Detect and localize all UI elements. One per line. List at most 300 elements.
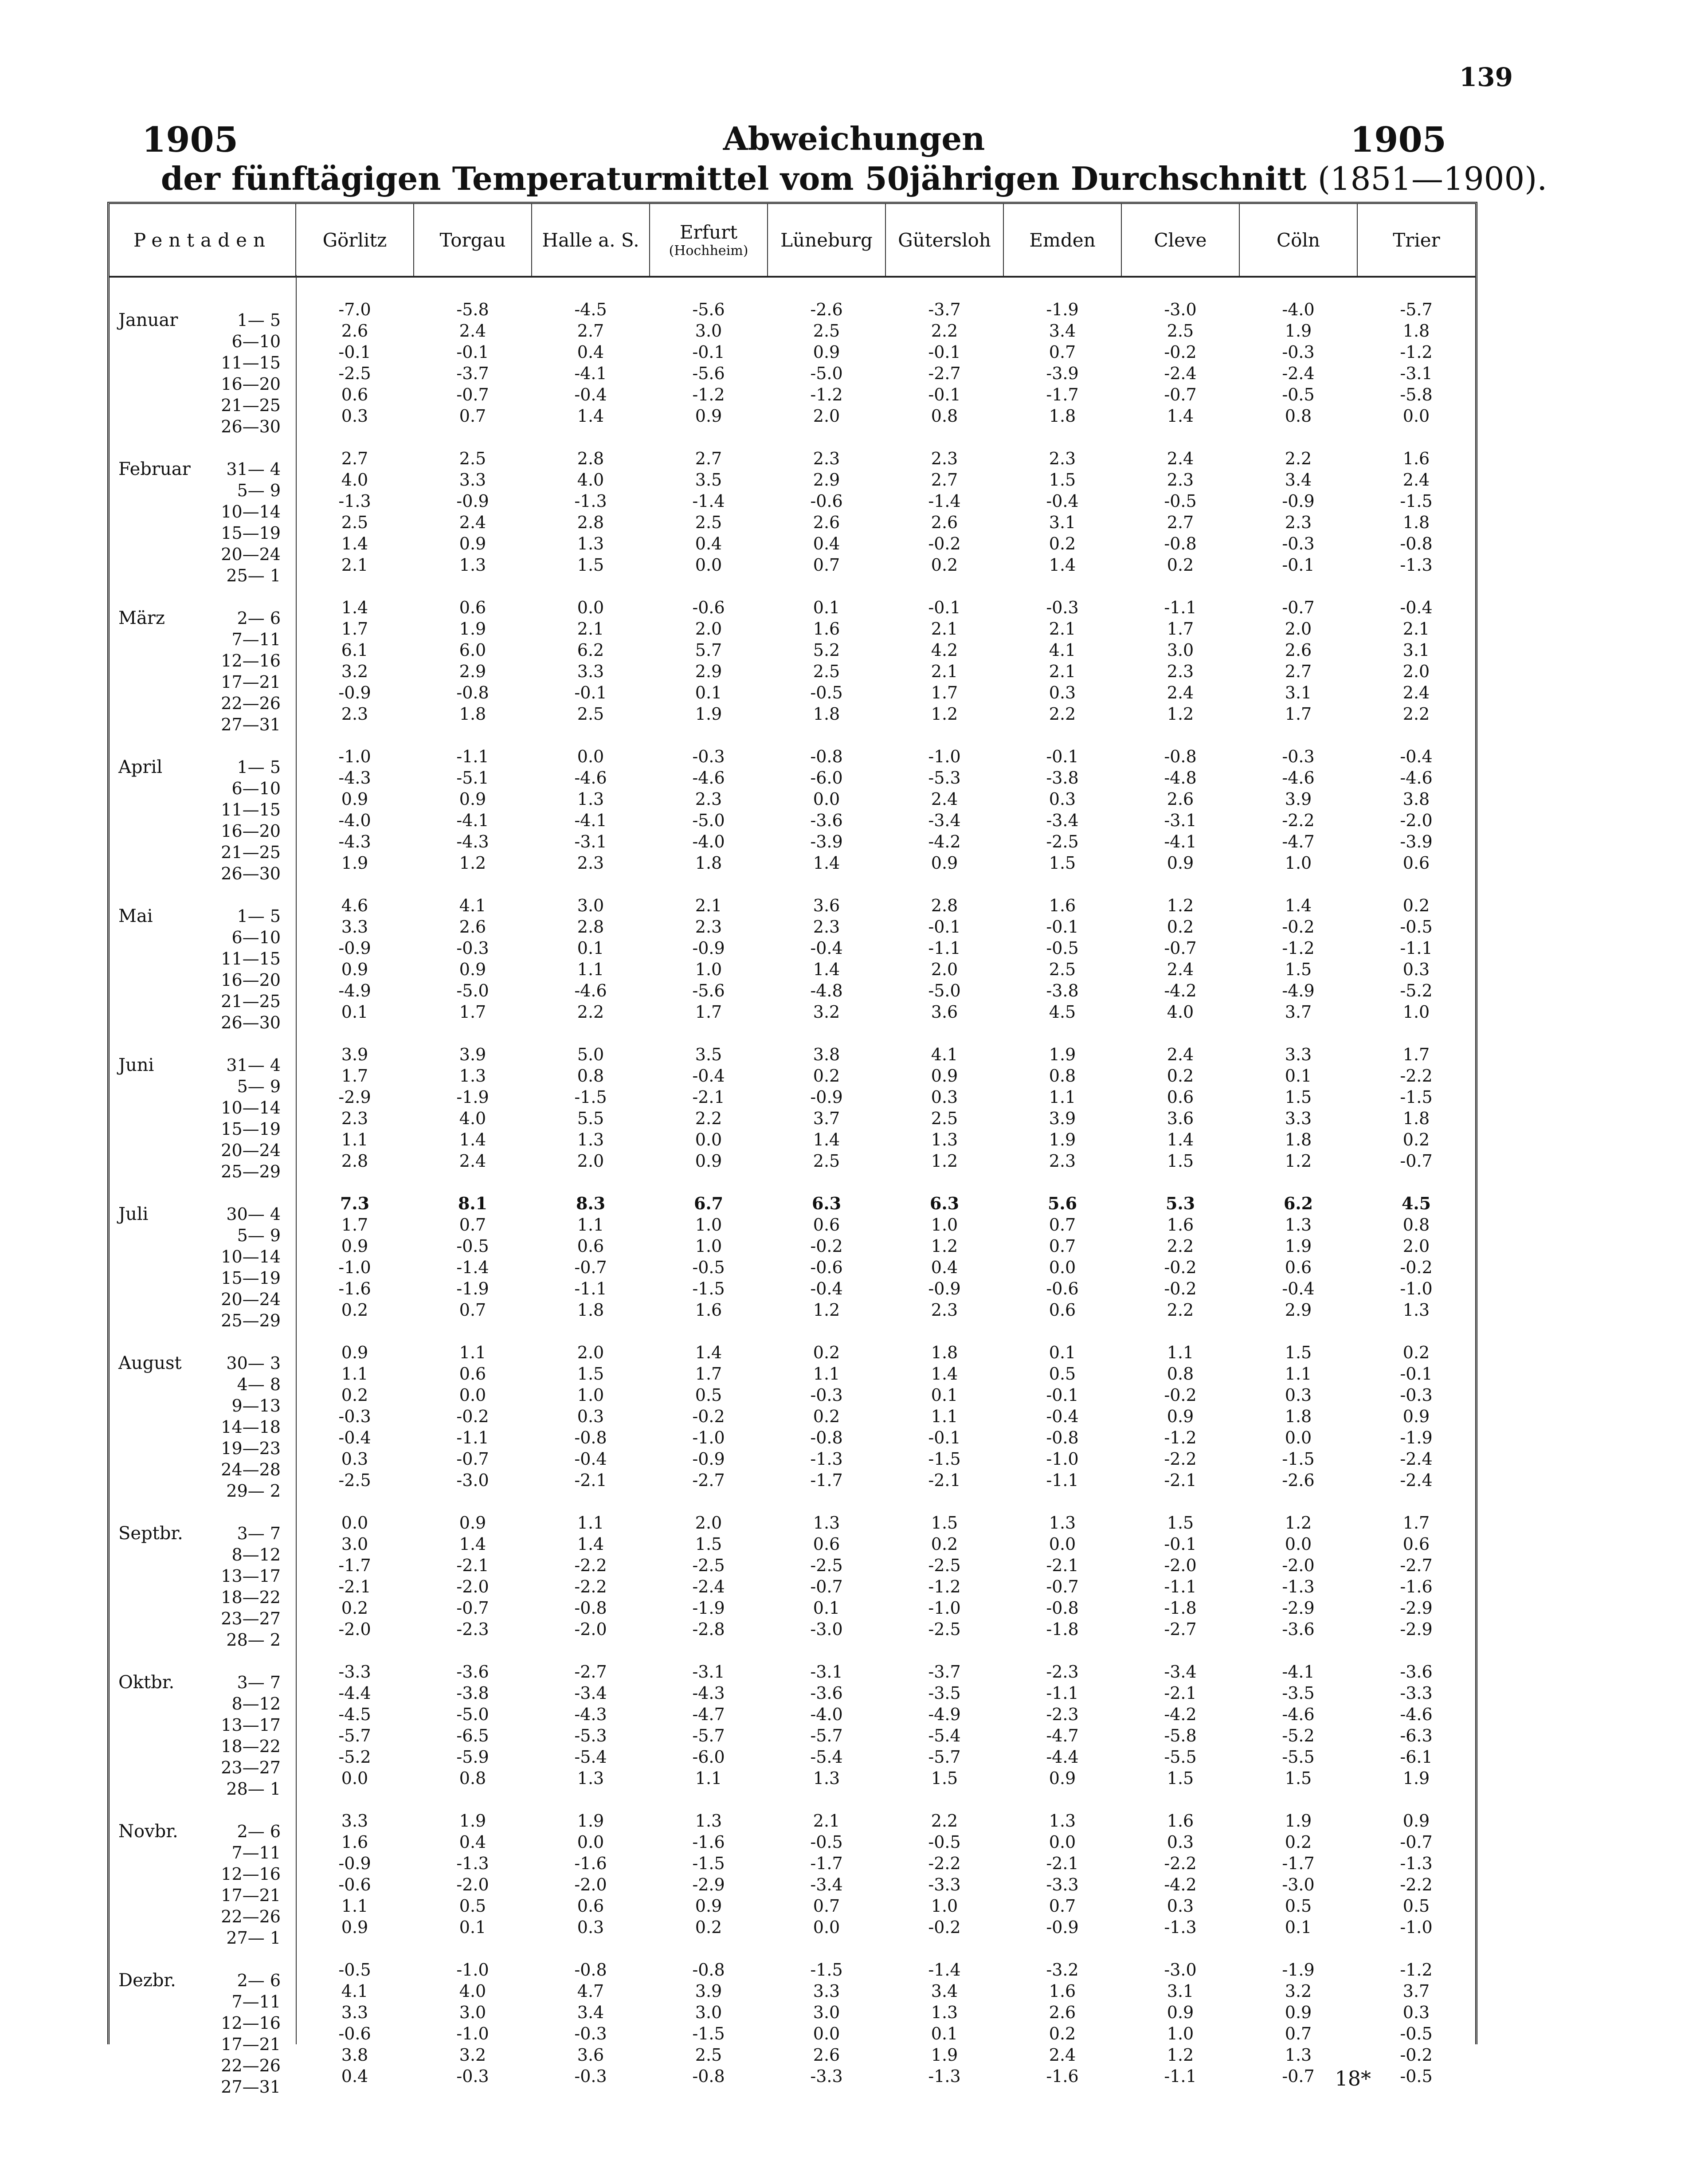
value-cell: 2.1 [1049, 662, 1076, 681]
pentade-cell [110, 639, 296, 670]
table-row [110, 1874, 1475, 1895]
pentade-range: 11—15 [221, 949, 281, 968]
value-cell: 2.5 [813, 1151, 840, 1171]
table-row [110, 1214, 1475, 1235]
pentade-range: 19—23 [221, 1439, 281, 1458]
month-spacer [110, 1789, 1475, 1810]
value-cell: 3.3 [341, 2003, 368, 2022]
pentade-cell [110, 1150, 296, 1181]
value-cell: 4.0 [459, 1981, 486, 2001]
value-cell: -0.4 [1282, 1279, 1315, 1298]
value-cell: -0.2 [1164, 1385, 1197, 1405]
table-row [110, 1278, 1475, 1299]
value-cell: 1.2 [459, 853, 486, 873]
value-cell: 0.8 [577, 1066, 604, 1086]
value-cell: -0.5 [456, 1236, 489, 1256]
value-cell: -1.3 [810, 1449, 843, 1469]
value-cell: -1.0 [338, 747, 371, 766]
value-cell: -4.3 [692, 1683, 725, 1703]
value-cell: 1.8 [577, 1300, 604, 1320]
value-cell: 2.1 [577, 619, 604, 639]
value-cell: 1.4 [813, 1130, 840, 1149]
value-cell: 0.4 [341, 2066, 368, 2086]
pentade-range: 18—22 [221, 1737, 281, 1756]
value-cell: 1.5 [1285, 1343, 1312, 1362]
value-cell: 0.2 [1049, 2024, 1076, 2043]
value-cell: -0.9 [1282, 491, 1315, 511]
value-cell: 2.5 [459, 449, 486, 468]
value-cell: -5.5 [1282, 1747, 1315, 1767]
value-cell: 0.7 [1049, 1236, 1076, 1256]
value-cell: -2.7 [928, 364, 961, 383]
value-cell: -1.1 [456, 1428, 489, 1447]
spacer-cell [110, 1023, 1475, 1044]
value-cell: -1.6 [1400, 1577, 1433, 1596]
value-cell: -0.2 [1164, 1258, 1197, 1277]
value-cell: -3.9 [1046, 364, 1079, 383]
value-cell: 1.7 [1167, 619, 1194, 639]
value-cell: -5.2 [1282, 1726, 1315, 1745]
value-cell: -5.5 [1164, 1747, 1197, 1767]
value-cell: -2.9 [1282, 1598, 1315, 1618]
value-cell: -3.4 [1046, 811, 1079, 830]
value-cell: -1.3 [456, 1854, 489, 1873]
table-row [110, 1470, 1475, 1491]
pentade-range: 25—29 [221, 1162, 281, 1181]
value-cell: -1.4 [692, 491, 725, 511]
col-header-station: Torgau [414, 204, 532, 277]
value-cell: -4.4 [338, 1683, 371, 1703]
value-cell: 1.2 [931, 1151, 958, 1171]
table-row [110, 1661, 1475, 1682]
value-cell: 0.0 [1402, 406, 1430, 426]
table-row [110, 320, 1475, 341]
value-cell: 1.7 [1402, 1513, 1430, 1533]
value-cell: -1.0 [1046, 1449, 1079, 1469]
value-cell: 2.2 [1049, 704, 1076, 724]
table-body [110, 277, 1475, 2097]
pentade-range: 22—26 [221, 1907, 281, 1926]
value-cell: 2.6 [1285, 640, 1312, 660]
value-cell: 0.8 [1049, 1066, 1076, 1086]
value-cell: 3.0 [459, 2003, 486, 2022]
value-cell: 0.1 [931, 1385, 958, 1405]
value-cell: -2.1 [1164, 1683, 1197, 1703]
month-spacer [110, 1321, 1475, 1342]
value-cell: 2.3 [813, 449, 840, 468]
month-label: Februar [118, 459, 191, 479]
value-cell: -3.4 [1164, 1662, 1197, 1682]
value-cell: 0.3 [931, 1087, 958, 1107]
value-cell: 0.9 [1402, 1407, 1430, 1426]
value-cell: 0.0 [1049, 1258, 1076, 1277]
value-cell: 4.0 [1167, 1002, 1194, 1022]
value-cell: -4.6 [1282, 1705, 1315, 1724]
value-cell: -0.9 [692, 938, 725, 958]
value-cell: 0.0 [1049, 1832, 1076, 1852]
pentade-cell [110, 1959, 296, 1991]
value-cell: 0.4 [459, 1832, 486, 1852]
pentade-cell [110, 1363, 296, 1394]
pentade-range: 13—17 [221, 1566, 281, 1586]
value-cell: 0.8 [931, 406, 958, 426]
value-cell: 3.1 [1402, 640, 1430, 660]
value-cell: 1.8 [1402, 1109, 1430, 1128]
value-cell: -6.1 [1400, 1747, 1433, 1767]
value-cell: -1.6 [574, 1854, 607, 1873]
value-cell: 2.2 [931, 321, 958, 341]
table-row [110, 1448, 1475, 1470]
value-cell: -4.1 [1164, 832, 1197, 851]
pentade-cell [110, 1917, 296, 1948]
value-cell: 1.8 [1402, 321, 1430, 341]
table-row [110, 405, 1475, 427]
pentade-range: 12—16 [221, 1864, 281, 1884]
value-cell: 1.4 [341, 534, 368, 553]
value-cell: 1.1 [341, 1130, 368, 1149]
pentade-range: 22—26 [221, 694, 281, 713]
value-cell: 2.9 [459, 662, 486, 681]
pentade-cell [110, 1682, 296, 1713]
pentade-cell [110, 1299, 296, 1330]
value-cell: -4.2 [928, 832, 961, 851]
value-cell: 0.3 [577, 1407, 604, 1426]
pentade-cell [110, 597, 296, 628]
value-cell: -4.9 [338, 981, 371, 1000]
value-cell: 0.2 [1049, 534, 1076, 553]
value-cell: -6.0 [810, 768, 843, 788]
value-cell: 0.2 [1167, 917, 1194, 937]
value-cell: 1.5 [695, 1534, 722, 1554]
year-left: 1905 [142, 120, 239, 160]
value-cell: 2.6 [813, 513, 840, 532]
value-cell: 1.5 [577, 555, 604, 575]
value-cell: 3.6 [577, 2045, 604, 2065]
value-cell: -4.5 [574, 300, 607, 319]
value-cell: 0.3 [1402, 960, 1430, 979]
value-cell: 1.4 [813, 960, 840, 979]
value-cell: 1.3 [577, 789, 604, 809]
value-cell: -1.4 [928, 491, 961, 511]
value-cell: -6.3 [1400, 1726, 1433, 1745]
value-cell: 2.8 [341, 1151, 368, 1171]
value-cell: -0.5 [1400, 917, 1433, 937]
value-cell: -0.1 [928, 1428, 961, 1447]
pentade-range: 25—29 [221, 1311, 281, 1330]
table-row [110, 2002, 1475, 2023]
table-row [110, 512, 1475, 533]
value-cell: 1.3 [577, 1768, 604, 1788]
value-cell: -0.3 [1046, 598, 1079, 617]
value-cell: 3.9 [1285, 789, 1312, 809]
value-cell: 2.5 [1049, 960, 1076, 979]
pentade-cell [110, 1406, 296, 1437]
value-cell: 0.8 [1402, 1215, 1430, 1235]
value-cell: -0.2 [456, 1407, 489, 1426]
value-cell: -0.2 [692, 1407, 725, 1426]
col-header-station: Trier [1357, 204, 1475, 277]
value-cell: 1.3 [459, 1066, 486, 1086]
value-cell: -0.5 [1400, 2024, 1433, 2043]
pentade-range: 20—24 [221, 1290, 281, 1309]
value-cell: -3.7 [456, 364, 489, 383]
value-cell: -3.7 [928, 1662, 961, 1682]
value-cell: -2.9 [1400, 1619, 1433, 1639]
value-cell: -0.7 [1164, 938, 1197, 958]
pentade-cell [110, 1193, 296, 1224]
value-cell: 3.3 [341, 1811, 368, 1831]
value-cell: -0.1 [574, 683, 607, 702]
value-cell: -1.3 [1400, 1854, 1433, 1873]
value-cell: 3.3 [459, 470, 486, 490]
table-row [110, 1086, 1475, 1108]
pentade-range: 10—14 [221, 502, 281, 521]
value-cell: 0.7 [1049, 1896, 1076, 1916]
value-cell: 1.9 [1285, 321, 1312, 341]
value-cell: -4.0 [1282, 300, 1315, 319]
value-cell: 2.1 [341, 555, 368, 575]
value-cell: -0.3 [456, 938, 489, 958]
value-cell: -1.7 [1046, 385, 1079, 404]
value-cell: -1.4 [928, 1960, 961, 1980]
pentade-range: 21—25 [221, 843, 281, 862]
value-cell: -2.1 [338, 1577, 371, 1596]
value-cell: 2.7 [695, 449, 722, 468]
value-cell: 2.4 [1402, 683, 1430, 702]
pentade-cell [110, 1853, 296, 1884]
value-cell: -0.1 [928, 917, 961, 937]
value-cell: 2.4 [1167, 449, 1194, 468]
table-row [110, 1682, 1475, 1704]
table-row [110, 1746, 1475, 1768]
value-cell: 3.1 [1285, 683, 1312, 702]
value-cell: -0.1 [1046, 1385, 1079, 1405]
value-cell: 1.0 [1402, 1002, 1430, 1022]
table-row [110, 1917, 1475, 1938]
value-cell: -0.9 [338, 1854, 371, 1873]
value-cell: -1.1 [574, 1279, 607, 1298]
value-cell: 1.3 [931, 1130, 958, 1149]
pentade-cell [110, 1533, 296, 1564]
table-row [110, 788, 1475, 810]
pentade-cell [110, 1065, 296, 1096]
value-cell: -3.0 [810, 1619, 843, 1639]
value-cell: -1.6 [338, 1279, 371, 1298]
value-cell: -2.2 [574, 1577, 607, 1596]
pentade-cell [110, 1448, 296, 1479]
value-cell: -5.6 [692, 300, 725, 319]
value-cell: 3.3 [1285, 1045, 1312, 1064]
value-cell: -1.1 [928, 938, 961, 958]
value-cell: 0.2 [813, 1066, 840, 1086]
value-cell: -5.8 [1164, 1726, 1197, 1745]
pentade-cell [110, 1384, 296, 1415]
value-cell: 0.6 [577, 1236, 604, 1256]
table-row [110, 1342, 1475, 1363]
value-cell: 3.0 [1167, 640, 1194, 660]
value-cell: 2.8 [577, 449, 604, 468]
value-cell: 1.9 [1285, 1811, 1312, 1831]
value-cell: 0.1 [459, 1917, 486, 1937]
value-cell: 0.9 [931, 853, 958, 873]
value-cell: 0.0 [577, 1832, 604, 1852]
value-cell: -5.3 [928, 768, 961, 788]
value-cell: -0.2 [810, 1236, 843, 1256]
value-cell: 0.9 [695, 406, 722, 426]
value-cell: 2.5 [341, 513, 368, 532]
value-cell: 1.2 [813, 1300, 840, 1320]
pentade-range: 5— 9 [237, 1077, 281, 1096]
value-cell: 1.5 [1049, 470, 1076, 490]
value-cell: 2.6 [813, 2045, 840, 2065]
value-cell: 0.2 [341, 1385, 368, 1405]
value-cell: 2.3 [813, 917, 840, 937]
pentade-cell [110, 1725, 296, 1756]
pentade-range: 15—19 [221, 1119, 281, 1139]
value-cell: 4.1 [931, 1045, 958, 1064]
value-cell: 0.0 [813, 2024, 840, 2043]
value-cell: -2.3 [456, 1619, 489, 1639]
month-spacer [110, 1938, 1475, 1959]
value-cell: 1.8 [695, 853, 722, 873]
value-cell: 0.2 [1402, 1343, 1430, 1362]
erfurt-sub: (Hochheim) [669, 243, 748, 259]
value-cell: 1.2 [931, 1236, 958, 1256]
title-main: der fünftägigen Temperaturmittel vom 50jährigen Durchschnitt [161, 160, 1307, 197]
value-cell: 2.9 [1285, 1300, 1312, 1320]
month-spacer [110, 427, 1475, 448]
value-cell: -2.2 [1282, 811, 1315, 830]
value-cell: 0.2 [341, 1598, 368, 1618]
table-row [110, 852, 1475, 874]
value-cell: -1.4 [456, 1258, 489, 1277]
pentade-range: 15—19 [221, 1268, 281, 1288]
value-cell: 1.6 [1167, 1215, 1194, 1235]
value-cell: -1.5 [692, 1279, 725, 1298]
value-cell: 1.1 [695, 1768, 722, 1788]
value-cell: 2.1 [813, 1811, 840, 1831]
value-cell: -0.2 [1164, 342, 1197, 362]
pentade-cell [110, 618, 296, 649]
value-cell: -0.1 [692, 342, 725, 362]
value-cell: 2.7 [1285, 662, 1312, 681]
value-cell: 0.2 [931, 555, 958, 575]
value-cell: 0.1 [341, 1002, 368, 1022]
value-cell: 1.0 [695, 960, 722, 979]
month-spacer [110, 874, 1475, 895]
pentade-range: 16—20 [221, 821, 281, 841]
pentade-cell [110, 661, 296, 692]
value-cell: 0.7 [459, 1300, 486, 1320]
spacer-cell [110, 1938, 1475, 1959]
pentade-cell [110, 767, 296, 798]
pentade-range: 31— 4 [226, 1055, 281, 1075]
value-cell: 0.7 [1285, 2024, 1312, 2043]
value-cell: -2.9 [692, 1875, 725, 1894]
value-cell: 6.0 [459, 640, 486, 660]
pentade-range: 15—19 [221, 523, 281, 543]
value-cell: 1.9 [1049, 1130, 1076, 1149]
pentade-cell [110, 320, 296, 351]
value-cell: 0.9 [1402, 1811, 1430, 1831]
value-cell: 1.9 [1402, 1768, 1430, 1788]
value-cell: 3.1 [1049, 513, 1076, 532]
pentade-cell [110, 533, 296, 564]
value-cell: -2.5 [338, 364, 371, 383]
col-header-station: Halle a. S. [532, 204, 650, 277]
value-cell: 0.7 [459, 1215, 486, 1235]
value-cell: 3.7 [813, 1109, 840, 1128]
value-cell: 0.1 [1285, 1917, 1312, 1937]
value-cell: -2.7 [692, 1470, 725, 1490]
value-cell: 2.4 [1167, 960, 1194, 979]
value-cell: -0.8 [574, 1960, 607, 1980]
value-cell: 2.1 [931, 662, 958, 681]
pentade-range: 29— 2 [226, 1481, 281, 1501]
value-cell: -0.3 [1282, 534, 1315, 553]
pentade-cell [110, 810, 296, 841]
value-cell: 1.5 [577, 1364, 604, 1384]
value-cell: -2.0 [338, 1619, 371, 1639]
value-cell: -2.1 [928, 1470, 961, 1490]
spacer-cell [110, 427, 1475, 448]
value-cell: 0.3 [341, 1449, 368, 1469]
value-cell: -4.1 [1282, 1662, 1315, 1682]
month-spacer [110, 1640, 1475, 1661]
pentade-range: 10—14 [221, 1247, 281, 1266]
col-header-station: Emden [1003, 204, 1121, 277]
value-cell: 2.0 [813, 406, 840, 426]
value-cell: -4.2 [1164, 1705, 1197, 1724]
value-cell: 1.3 [1285, 1215, 1312, 1235]
pentade-range: 6—10 [231, 332, 281, 351]
pentade-cell [110, 1108, 296, 1139]
value-cell: -2.7 [574, 1662, 607, 1682]
value-cell: 1.4 [695, 1343, 722, 1362]
table-row [110, 1959, 1475, 1980]
value-cell: -0.5 [338, 1960, 371, 1980]
pentade-range: 30— 4 [226, 1204, 281, 1224]
table-row [110, 959, 1475, 980]
value-cell: 1.3 [695, 1811, 722, 1831]
pentade-cell [110, 1874, 296, 1905]
value-cell: -0.4 [574, 1449, 607, 1469]
value-cell: -0.3 [810, 1385, 843, 1405]
value-cell: -2.1 [1046, 1854, 1079, 1873]
value-cell: 1.4 [341, 598, 368, 617]
pentade-range: 4— 8 [237, 1375, 281, 1394]
value-cell: 1.4 [459, 1534, 486, 1554]
value-cell: -1.3 [1282, 1577, 1315, 1596]
value-cell: -0.1 [1164, 1534, 1197, 1554]
value-cell: 0.6 [1167, 1087, 1194, 1107]
value-cell: 1.8 [931, 1343, 958, 1362]
pentade-cell [110, 2066, 296, 2097]
col-header-station: Cleve [1121, 204, 1239, 277]
value-cell: 2.1 [1049, 619, 1076, 639]
value-cell: -0.4 [1046, 491, 1079, 511]
header-spacer [110, 277, 1475, 299]
value-cell: -4.6 [1282, 768, 1315, 788]
value-cell: 1.3 [813, 1768, 840, 1788]
value-cell: 6.7 [693, 1193, 724, 1213]
value-cell: -0.2 [928, 534, 961, 553]
month-label: Juni [118, 1055, 154, 1075]
month-label: April [118, 757, 163, 777]
pentade-cell [110, 1746, 296, 1777]
spacer-cell [110, 1321, 1475, 1342]
value-cell: 1.8 [813, 704, 840, 724]
